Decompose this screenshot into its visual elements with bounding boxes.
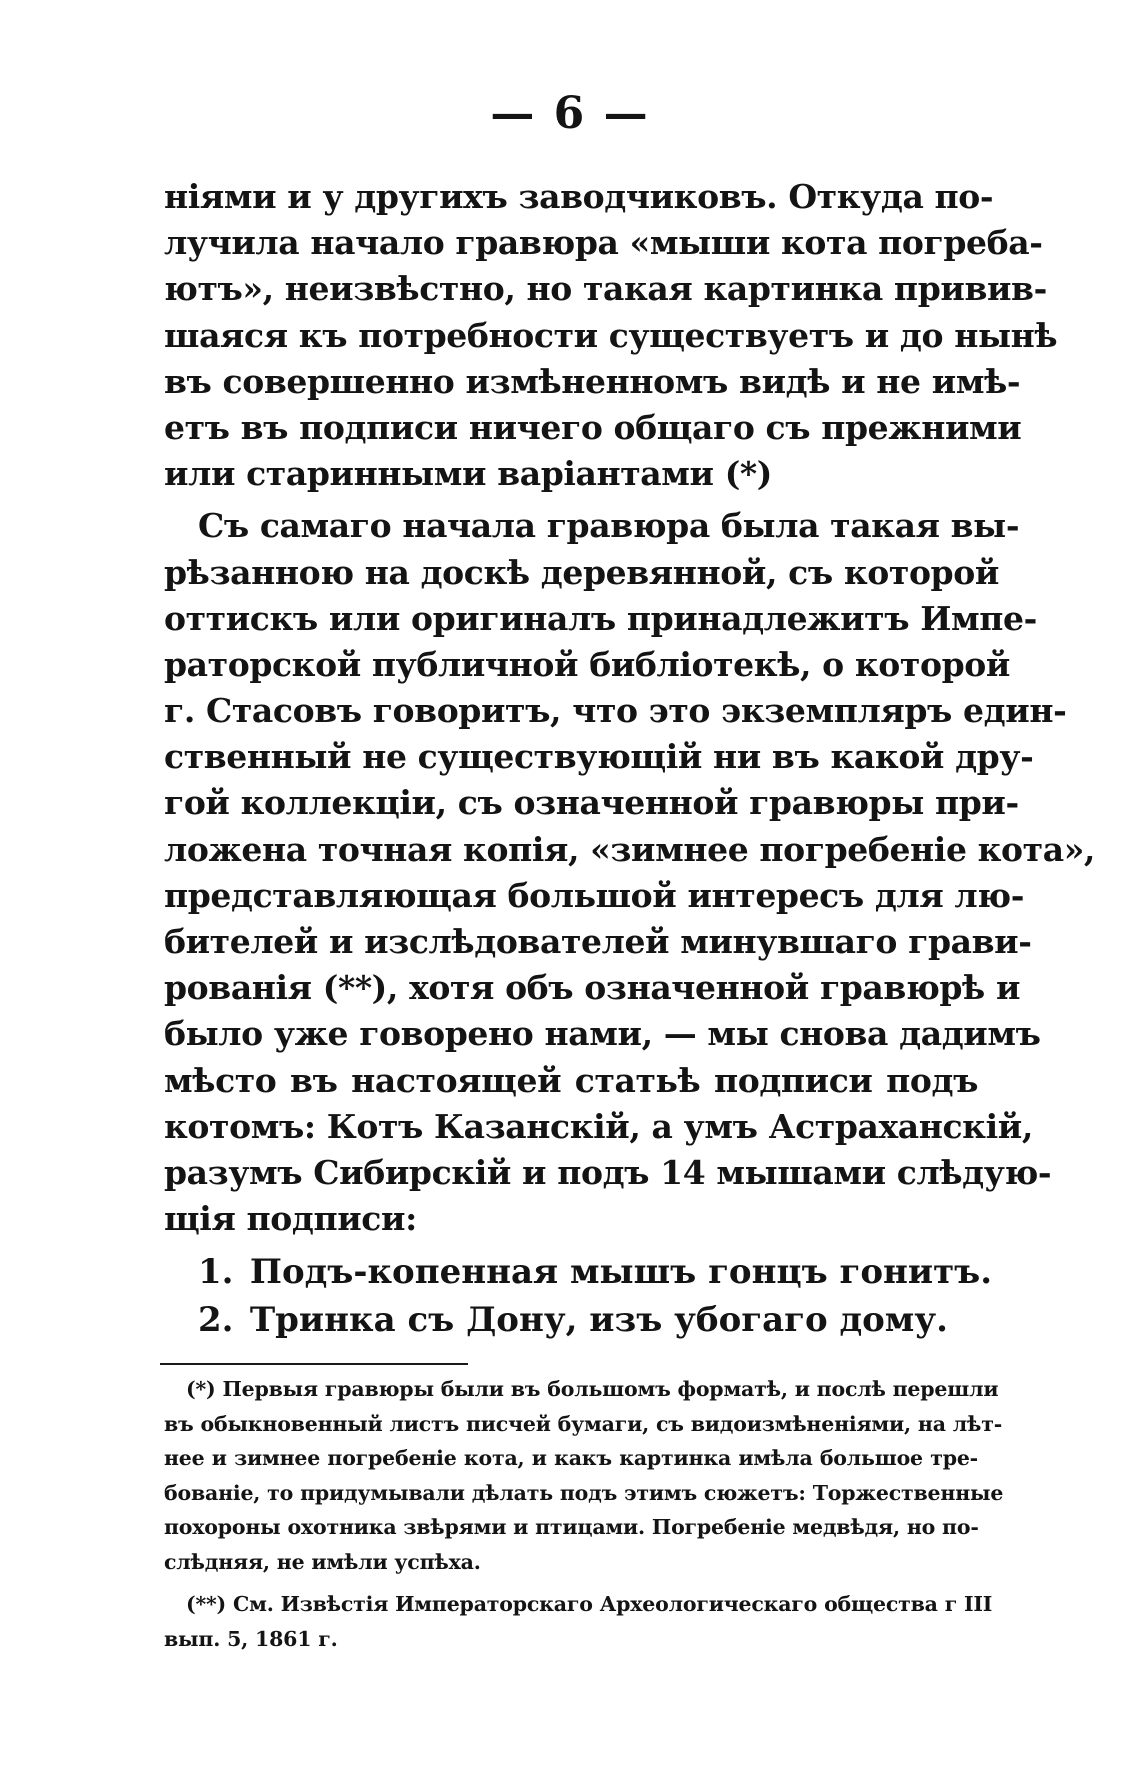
text-line: рѣзанною на доскѣ деревянной, съ которой — [164, 552, 999, 592]
text-line: Съ самаго начала гравюра была такая вы- — [198, 506, 1020, 546]
list-number: 2. — [198, 1300, 234, 1341]
footnote-line: (**) См. Извѣстія Императорскаго Археологическаго общества г III — [186, 1592, 993, 1616]
text-line: гой коллекціи, съ означенной гравюры при- — [164, 783, 1019, 823]
text-line: етъ въ подписи ничего общаго съ прежними — [164, 407, 1022, 447]
main-text — [164, 174, 1096, 1344]
footnote-line: вып. 5, 1861 г. — [164, 1626, 338, 1651]
list-text: Тринка съ Дону, изъ убогаго дому. — [249, 1300, 948, 1341]
text-line: или старинными варіантами (*) — [164, 454, 773, 494]
text-line: ніями и у другихъ заводчиковъ. Откуда по- — [164, 177, 994, 216]
footnote-line: въ обыкновенный листъ писчей бумаги, съ видоизмѣненіями, на лѣт- — [164, 1411, 1003, 1436]
text-line: рованія (**), хотя объ означенной гравюрѣ и — [164, 968, 1021, 1008]
list-text: Подъ-копенная мышъ гонцъ гонитъ. — [249, 1252, 993, 1293]
text-line: ложена точная копія, «зимнее погребеніе кота», — [164, 829, 1096, 869]
text-line: ютъ», неизвѣстно, но такая картинка привив- — [164, 269, 1047, 309]
footnote-1 — [164, 1372, 1004, 1579]
footnote-line: (*) Первыя гравюры были въ большомъ форматѣ, и послѣ перешли — [186, 1377, 999, 1401]
list-item — [164, 1296, 978, 1344]
list-number: 1. — [198, 1252, 234, 1293]
text-line: г. Стасовъ говоритъ, что это экземпляръ един- — [164, 691, 1067, 731]
text-line: раторской публичной библіотекѣ, о которой — [164, 644, 1010, 684]
list-item — [164, 1248, 993, 1296]
text-line: мѣсто въ настоящей статьѣ подписи подъ — [164, 1060, 978, 1100]
footnote-line: слѣдняя, не имѣли успѣха. — [164, 1549, 481, 1574]
paragraph-1 — [164, 174, 1058, 497]
text-line: представляющая большой интересъ для лю- — [164, 875, 1025, 915]
numbered-list — [164, 1248, 993, 1344]
text-line: бителей и изслѣдователей минувшаго грави- — [164, 922, 1032, 961]
footnote-line: бованіе, то придумывали дѣлать подъ этимъ сюжетъ: Торжественные — [164, 1480, 1004, 1505]
footnote-line: нее и зимнее погребеніе кота, и какъ картинка имѣла большое тре- — [164, 1446, 978, 1470]
text-line: щія подписи: — [164, 1199, 417, 1239]
text-line: котомъ: Котъ Казанскій, а умъ Астраханскій, — [164, 1106, 1033, 1146]
footnotes — [164, 1372, 1004, 1656]
text-line: лучила начало гравюра «мыши кота погреба- — [164, 223, 1043, 263]
text-line: оттискъ или оригиналъ принадлежитъ Импе- — [164, 598, 1037, 638]
text-line: въ совершенно измѣненномъ видѣ и не имѣ- — [164, 361, 1021, 401]
page-number: — 6 — — [490, 88, 650, 139]
footnote-2 — [164, 1587, 993, 1656]
text-line: было уже говорено нами, — мы снова дадимъ — [164, 1014, 1041, 1054]
footnote-line: похороны охотника звѣрями и птицами. Погребеніе медвѣдя, но по- — [164, 1515, 979, 1539]
footnote-divider — [160, 1363, 468, 1365]
paragraph-2 — [164, 503, 1096, 1242]
text-line: шаяся къ потребности существуетъ и до нынѣ — [164, 315, 1058, 355]
text-line: ственный не существующій ни въ какой дру- — [164, 737, 1034, 777]
text-line: разумъ Сибирскій и подъ 14 мышами слѣдую- — [164, 1152, 1052, 1192]
